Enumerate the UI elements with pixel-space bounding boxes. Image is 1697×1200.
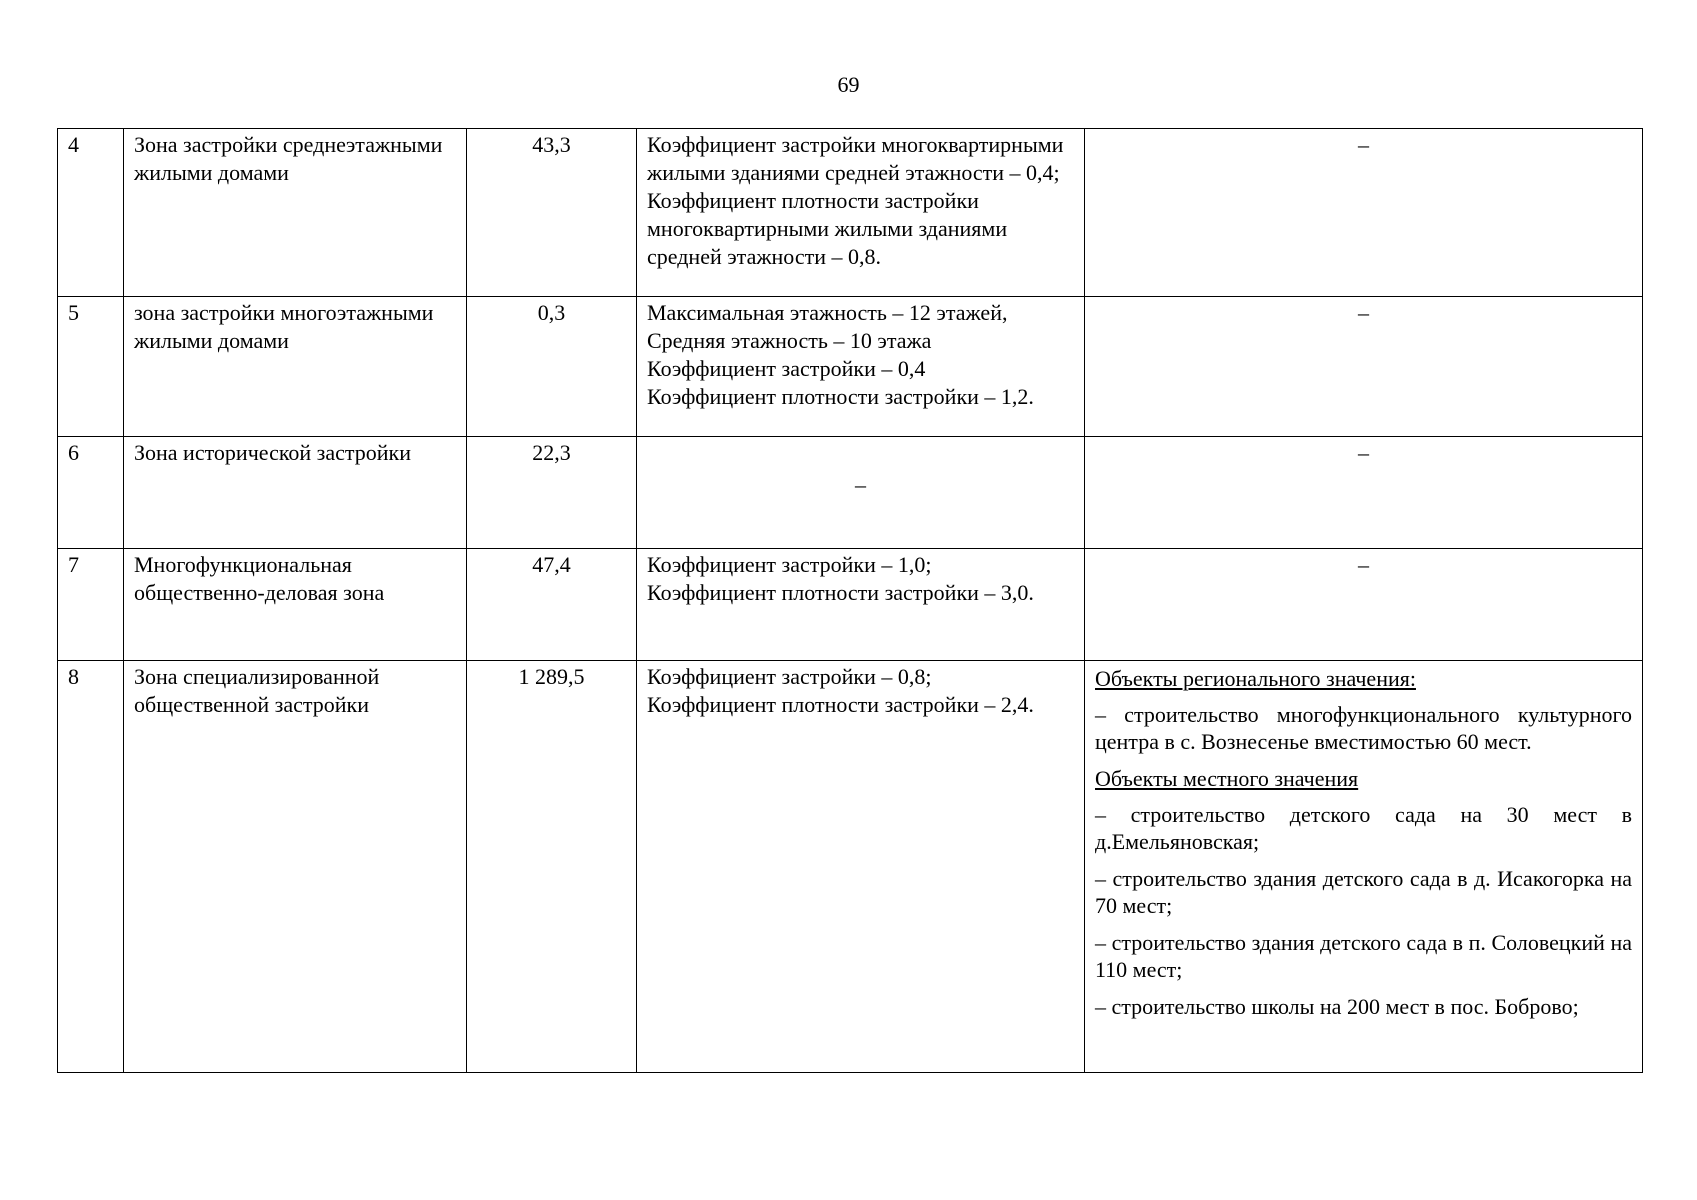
zone-name: зона застройки многоэтажными жилыми домами bbox=[124, 297, 467, 437]
row-number: 7 bbox=[58, 549, 124, 661]
local-object-item: – строительство здания детского сада в п. Соловецкий на 110 мест; bbox=[1095, 930, 1632, 982]
zone-parameters: Максимальная этажность – 12 этажей, Средняя этажность – 10 этажа Коэффициент застройки – 0,4 Коэффициент плотности застройки – 1,2. bbox=[637, 297, 1085, 437]
row-number: 5 bbox=[58, 297, 124, 437]
zones-table bbox=[57, 128, 1643, 1073]
planned-objects: – bbox=[1085, 437, 1643, 549]
zone-parameters: Коэффициент застройки – 1,0; Коэффициент плотности застройки – 3,0. bbox=[637, 549, 1085, 661]
table-row bbox=[58, 549, 1643, 661]
zone-parameters: Коэффициент застройки – 0,8; Коэффициент плотности застройки – 2,4. bbox=[637, 661, 1085, 1073]
regional-objects-heading: Объекты регионального значения: bbox=[1095, 666, 1416, 691]
planned-objects: – bbox=[1085, 297, 1643, 437]
local-object-item: – строительство школы на 200 мест в пос. Боброво; bbox=[1095, 994, 1579, 1019]
table-row bbox=[58, 297, 1643, 437]
row-number: 6 bbox=[58, 437, 124, 549]
zone-name: Зона специализированной общественной застройки bbox=[124, 661, 467, 1073]
row-number: 4 bbox=[58, 129, 124, 297]
zone-name: Зона исторической застройки bbox=[124, 437, 467, 549]
local-object-item: – строительство здания детского сада в д. Исакогорка на 70 мест; bbox=[1095, 866, 1632, 918]
zone-area: 43,3 bbox=[467, 129, 637, 297]
zone-name: Зона застройки среднеэтажными жилыми домами bbox=[124, 129, 467, 297]
row-number: 8 bbox=[58, 661, 124, 1073]
table-row bbox=[58, 129, 1643, 297]
local-object-item: – строительство детского сада на 30 мест в д.Емельяновская; bbox=[1095, 802, 1632, 854]
table-row bbox=[58, 437, 1643, 549]
zone-area: 1 289,5 bbox=[467, 661, 637, 1073]
zone-name: Многофункциональная общественно-деловая зона bbox=[124, 549, 467, 661]
zone-area: 22,3 bbox=[467, 437, 637, 549]
zone-parameters: Коэффициент застройки многоквартирными жилыми зданиями средней этажности – 0,4; Коэффициент плотности застройки многоквартирными жилыми зданиями средней этажности – 0,8. bbox=[637, 129, 1085, 297]
regional-object-item: – строительство многофункционального культурного центра в с. Вознесенье вместимостью 60 мест. bbox=[1095, 702, 1632, 754]
table-row bbox=[58, 661, 1643, 1073]
page-number: 69 bbox=[837, 72, 860, 97]
planned-objects: – bbox=[1085, 549, 1643, 661]
zone-area: 0,3 bbox=[467, 297, 637, 437]
zone-parameters: – bbox=[637, 437, 1085, 549]
planned-objects bbox=[1085, 661, 1643, 1073]
local-objects-heading: Объекты местного значения bbox=[1095, 766, 1359, 791]
planned-objects: – bbox=[1085, 129, 1643, 297]
zone-area: 47,4 bbox=[467, 549, 637, 661]
